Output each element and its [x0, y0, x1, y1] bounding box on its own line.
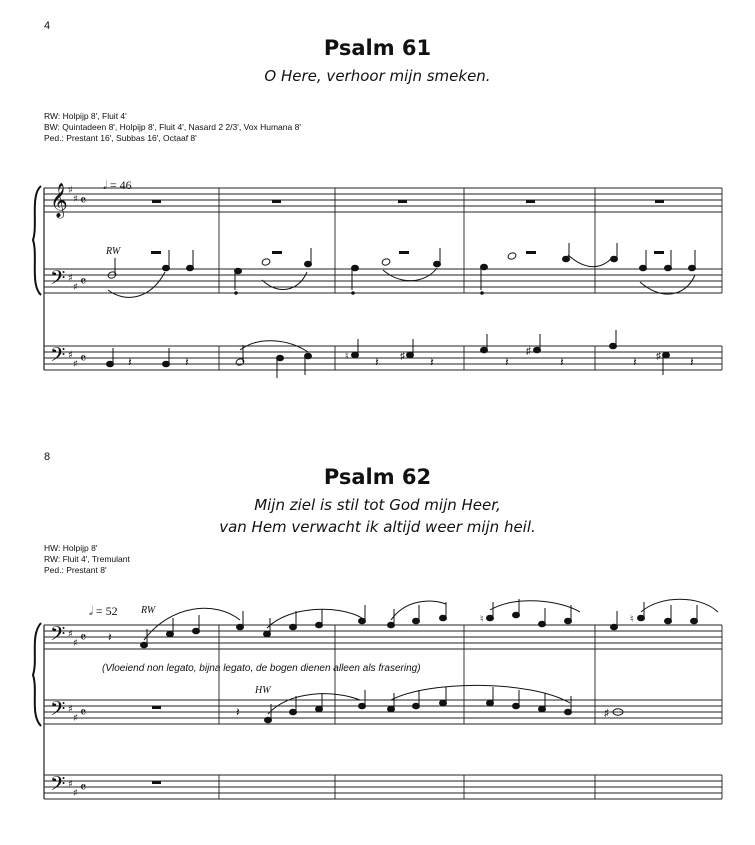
- sharp-icon: ♯: [73, 194, 78, 205]
- performance-note: (Vloeiend non legato, bijna legato, de bogen dienen alleen als frasering): [102, 663, 421, 674]
- svg-text:𝄽: 𝄽: [633, 355, 637, 369]
- time-signature: 𝄴: [80, 193, 87, 209]
- bass-clef-icon: 𝄢: [50, 772, 66, 800]
- time-signature: 𝄴: [80, 705, 87, 721]
- sharp-icon: ♯: [73, 788, 78, 799]
- sharp-icon: ♯: [68, 185, 73, 196]
- tempo-marking: 𝅗𝅥 = 52: [89, 604, 118, 618]
- sharp-icon: ♯: [526, 346, 531, 357]
- bass-clef-icon: 𝄢: [50, 266, 66, 294]
- registration-line: RW: Fluit 4', Tremulant: [44, 554, 130, 564]
- svg-text:𝄽: 𝄽: [690, 355, 694, 369]
- manual-marking: RW: [106, 246, 121, 257]
- staff: [44, 775, 722, 799]
- staff-system: [44, 625, 722, 799]
- brace-icon: [33, 186, 41, 295]
- sharp-icon: ♯: [68, 704, 73, 715]
- svg-text:𝄽: 𝄽: [375, 355, 379, 369]
- staff: [44, 700, 722, 724]
- sharp-icon: ♯: [73, 359, 78, 370]
- sharp-icon: ♯: [68, 273, 73, 284]
- bass-clef-icon: 𝄢: [50, 697, 66, 725]
- notes: [108, 599, 718, 648]
- staff-system: [44, 188, 722, 370]
- time-signature: 𝄴: [80, 780, 87, 796]
- notes: [107, 243, 695, 297]
- sharp-icon: ♯: [68, 629, 73, 640]
- bass-clef-icon: 𝄢: [50, 622, 66, 650]
- notes: [107, 330, 695, 378]
- sharp-icon: ♯: [604, 708, 609, 719]
- registration-line: BW: Quintadeen 8', Holpijp 8', Fluit 4', Nasard 2 2/3', Vox Humana 8': [44, 122, 301, 132]
- page-number: 8: [44, 451, 51, 463]
- svg-text:𝄽: 𝄽: [236, 705, 240, 719]
- svg-text:𝄽: 𝄽: [560, 355, 564, 369]
- sharp-icon: ♯: [73, 713, 78, 724]
- page-title: Psalm 61: [323, 36, 432, 60]
- time-signature: 𝄴: [80, 630, 87, 646]
- staff: [44, 346, 722, 370]
- manual-marking: RW: [141, 605, 156, 616]
- brace-icon: [33, 623, 41, 726]
- registration-line: Ped.: Prestant 8': [44, 565, 107, 575]
- staff: [44, 188, 722, 212]
- time-signature: 𝄴: [80, 351, 87, 367]
- registration-line: RW: Holpijp 8', Fluit 4': [44, 111, 127, 121]
- time-signature: 𝄴: [80, 274, 87, 290]
- treble-clef-icon: 𝄞: [50, 183, 68, 218]
- notes: [152, 685, 623, 722]
- staff: [44, 269, 722, 293]
- natural-icon: ♮: [630, 614, 634, 625]
- svg-text:𝄽: 𝄽: [430, 355, 434, 369]
- sharp-icon: ♯: [400, 351, 405, 362]
- registration-line: Ped.: Prestant 16', Subbas 16', Octaaf 8': [44, 133, 197, 143]
- sharp-icon: ♯: [656, 351, 661, 362]
- rests: [152, 781, 161, 784]
- page-subtitle: van Hem verwacht ik altijd weer mijn heil.: [219, 518, 536, 536]
- tempo-marking: 𝅗𝅥 = 46: [103, 178, 132, 192]
- svg-text:𝄽: 𝄽: [108, 630, 112, 644]
- page-subtitle: Mijn ziel is stil tot God mijn Heer,: [254, 496, 501, 514]
- page-title: Psalm 62: [323, 465, 432, 489]
- natural-icon: ♮: [345, 351, 349, 362]
- sharp-icon: ♯: [68, 779, 73, 790]
- natural-icon: ♮: [480, 614, 484, 625]
- svg-text:𝄽: 𝄽: [128, 355, 132, 369]
- svg-text:𝄽: 𝄽: [505, 355, 509, 369]
- page-number: 4: [44, 20, 51, 32]
- sharp-icon: ♯: [73, 638, 78, 649]
- sharp-icon: ♯: [73, 282, 78, 293]
- svg-text:𝄽: 𝄽: [185, 355, 189, 369]
- bass-clef-icon: 𝄢: [50, 343, 66, 371]
- manual-marking: HW: [255, 685, 271, 696]
- registration-line: HW: Holpijp 8': [44, 543, 98, 553]
- page-subtitle: O Here, verhoor mijn smeken.: [264, 67, 491, 85]
- sharp-icon: ♯: [68, 350, 73, 361]
